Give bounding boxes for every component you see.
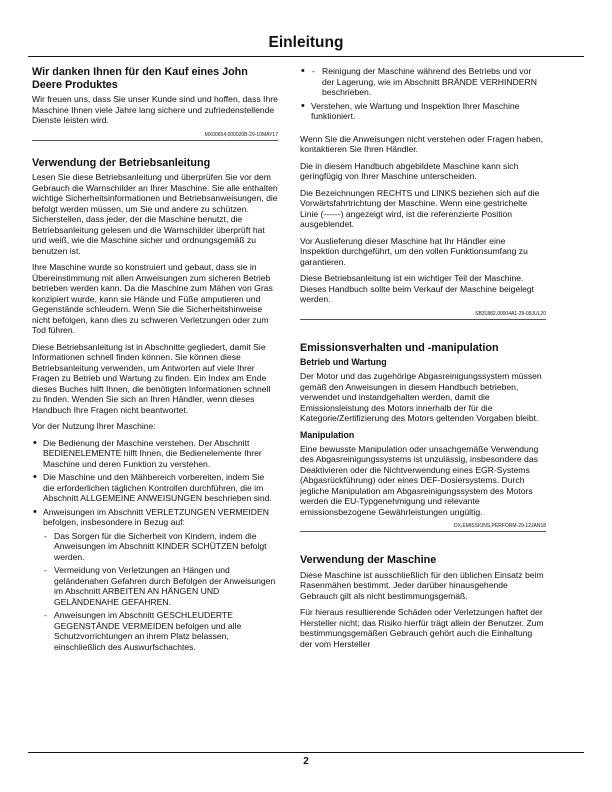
dash-item xyxy=(43,531,278,563)
bullet-item-continued xyxy=(300,66,546,98)
dash-text: Das Sorgen für die Sicherheit von Kindern, indem die Anweisungen im Abschnitt KINDER SCHÜTZEN befolgt werden. xyxy=(54,530,267,562)
operation-subheading: Betrieb und Wartung xyxy=(300,357,387,367)
bullet-list xyxy=(32,438,278,653)
usage-paragraph: Lesen Sie diese Betriebsanleitung und überprüfen Sie vor dem Gebrauch die Warnschilder an Ihrer Maschine. Sie alle enthalten wichtige Sicherheitsinformationen und Betriebsanweisungen, die befolgt werden müssen, um Sie und andere zu schützen. Sicherstellen, dass jeder, der die Maschine benutzt, die Betriebsanleitung gelesen und die Warnschilder überprüft hat und weiß, wie die Maschine sicher und ordnungsgemäß zu benutzen ist. xyxy=(32,172,278,256)
section-usage-continued xyxy=(300,66,546,320)
title-rule xyxy=(28,56,584,57)
usage-paragraph: Vor der Nutzung Ihrer Maschine: xyxy=(32,421,156,431)
machine-use-paragraph: Diese Maschine ist ausschließlich für den üblichen Einsatz beim Rasenmähen bestimmt. Jeder darüber hinausgehende Gebrauch gilt als nicht bestimmungsgemäß. xyxy=(300,569,544,601)
bullet-list xyxy=(300,66,546,122)
dash-item xyxy=(43,565,278,607)
usage-paragraph: Diese Betriebsanleitung ist ein wichtiger Teil der Maschine. Dieses Handbuch sollte beim Verkauf der Maschine beigelegt werden. xyxy=(300,273,535,304)
dash-list xyxy=(43,531,278,653)
thanks-text: Wir freuen uns, dass Sie unser Kunde sind und hoffen, dass Ihre Maschine Ihnen viele Jahre lang sichere und zufriedenstellende Dienste leisten wird. xyxy=(32,94,278,125)
page-number: 2 xyxy=(303,756,309,767)
usage-paragraph: Die in diesem Handbuch abgebildete Maschine kann sich geringfügig von Ihrer Maschine unterscheiden. xyxy=(300,160,519,181)
reference-code: DX,EMISSIONS,PERFORM-29-12JAN18 xyxy=(454,523,546,529)
bullet-item xyxy=(300,101,546,122)
dash-text: Reinigung der Maschine während des Betriebs und vor der Lagerung, wie im Abschnitt BRÄNDE VERHINDERN beschrieben. xyxy=(322,66,537,97)
usage-heading: Verwendung der Betriebsanleitung xyxy=(32,156,211,169)
manipulation-subheading: Manipulation xyxy=(300,429,355,440)
section-manual-usage xyxy=(32,157,278,653)
bullet-item xyxy=(32,507,278,653)
dash-item xyxy=(43,610,278,652)
bullet-item xyxy=(32,438,278,470)
emissions-paragraph: Der Motor und das zugehörige Abgasreinigungssystem müssen gemäß den Anweisungen in diesem Handbuch betrieben, verwendet und instandgehalten werden, damit die Emissionsleistung des Motors innerhalb der für die Kategorie/Zertifizierung des Motors geltenden Vorgaben bleibt. xyxy=(300,371,542,423)
dash-text: Anweisungen im Abschnitt GESCHLEUDERTE GEGENSTÄNDE VERMEIDEN befolgen und alle Schutzvorrichtungen an ihrem Platz belassen, einschließlich des Auswurfschachtes. xyxy=(54,610,242,652)
emissions-heading: Emissionsverhalten und -manipulation xyxy=(300,341,499,354)
bullet-item xyxy=(32,472,278,504)
usage-paragraph: Ihre Maschine wurde so konstruiert und gebaut, dass sie in Übereinstimmung mit allen Anweisungen zum sicheren Betrieb betrieben werden kann. Da die Maschine zum Mähen von Gras konzipiert wurde, kann sie Hände und Füße amputieren und Gegenstände schleudern. Wenn Sie die Sicherheitshinweise nicht befolgen, kann dies zu schweren Verletzungen oder zum Tod führen. xyxy=(32,262,273,335)
reference-code: MX00654,000020B-29-10MAY17 xyxy=(204,131,278,138)
section-thanks xyxy=(32,66,278,141)
dash-text: Vermeidung von Verletzungen an Hängen und geländenahen Gefahren durch Befolgen der Anweisungen im Abschnitt ARBEITEN AN HÄNGEN UND GELÄNDENAHE GEFAHREN. xyxy=(54,565,276,607)
right-column xyxy=(300,66,546,655)
footer-rule xyxy=(28,752,584,753)
bullet-text: Die Maschine und den Mähbereich vorbereiten, indem Sie die erforderlichen täglichen Kontrollen durchführen, die im Abschnitt ALLGEMEINE ANWEISUNGEN beschrieben sind. xyxy=(43,472,272,503)
bullet-text: Die Bedienung der Maschine verstehen. Der Abschnitt BEDIENELEMENTE hilft Ihnen, die Bedienelemente Ihrer Maschine und deren Funktion zu verstehen. xyxy=(43,437,262,469)
dash-item xyxy=(311,66,546,98)
section-emissions xyxy=(300,342,546,533)
machine-use-heading: Verwendung der Maschine xyxy=(300,554,437,566)
dash-list xyxy=(311,66,546,98)
thanks-heading: Wir danken Ihnen für den Kauf eines John Deere Produktes xyxy=(32,66,248,91)
section-machine-use xyxy=(300,554,546,649)
machine-use-paragraph: Für hieraus resultierende Schäden oder Verletzungen haftet der Hersteller nicht; das Risiko hierfür trägt allein der Benutzer. Zum bestimmungsgemäßen Gebrauch gehört auch die Einhaltung der vom Hersteller xyxy=(300,607,544,649)
reference-code: SB31882,00004A1-29-09JUL20 xyxy=(475,310,546,317)
page-title: Einleitung xyxy=(268,34,344,51)
left-column xyxy=(32,66,278,657)
usage-paragraph: Diese Betriebsanleitung ist in Abschnitte gegliedert, damit Sie Informationen schnell finden können. Sie können diese Betriebsanleitung verwenden, um Antworten auf viele Ihrer Fragen zu Betrieb und Wartung zu finden. Ein Index am Ende dieses Buches hilft Ihnen, die benötigten Informationen schnell zu finden. Wenden Sie sich an Ihren Händler, wenn dieses Handbuch Ihre Fragen nicht beantwortet. xyxy=(32,341,271,415)
bullet-text: Anweisungen im Abschnitt VERLETZUNGEN VERMEIDEN befolgen, insbesondere in Bezug auf: xyxy=(43,506,269,527)
bullet-text: Verstehen, wie Wartung und Inspektion Ihrer Maschine funktioniert. xyxy=(311,100,520,121)
emissions-paragraph: Eine bewusste Manipulation oder unsachgemäße Verwendung des Abgasreinigungssystems ist unzulässig, insbesondere das Deaktivieren oder die Nichtverwendung eines EGR-Systems (Abgasrückführung) oder eines DEF-Dosiersystems. Durch jegliche Manipulation am Abgasreinigungssystem des Motors werden die EU-Typgenehmigung und relevante emissionsbezogene Gewährleistungen ungültig. xyxy=(300,443,539,517)
usage-paragraph: Wenn Sie die Anweisungen nicht verstehen oder Fragen haben, kontaktieren Sie Ihren Händler. xyxy=(300,133,544,154)
usage-paragraph: Vor Auslieferung dieser Maschine hat Ihr Händler eine Inspektion durchgeführt, um den vollen Funktionsumfang zu garantieren. xyxy=(300,235,528,267)
usage-paragraph: Die Bezeichnungen RECHTS und LINKS beziehen sich auf die Vorwärtsfahrtrichtung der Maschine. Wenn eine gestrichelte Linie (------) angezeigt wird, ist die referenzierte Position ausgeblendet. xyxy=(300,187,540,229)
